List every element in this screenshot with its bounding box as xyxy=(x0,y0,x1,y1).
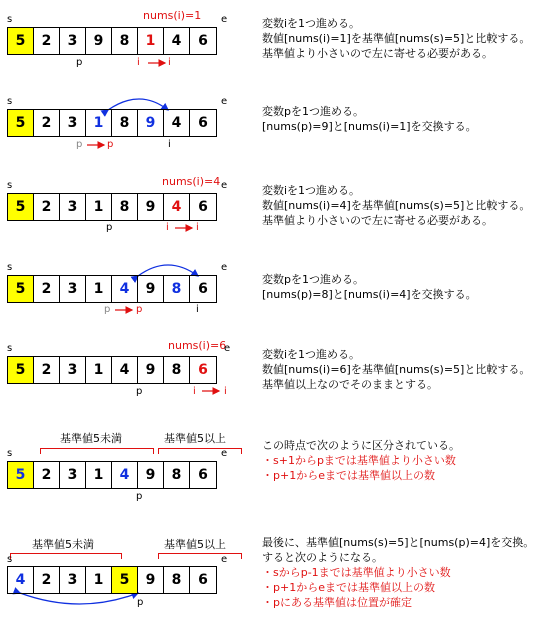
step-explanation xyxy=(262,438,460,483)
step-explanation xyxy=(262,272,477,302)
s-label: s xyxy=(7,14,13,25)
swap-arc-7 xyxy=(20,593,138,604)
i-label: i xyxy=(168,139,171,150)
array-cell: 6 xyxy=(198,362,208,378)
text-line: ・s+1からpまでは基準値より小さい数 xyxy=(262,454,456,467)
array-cell: 4 xyxy=(112,462,138,488)
p-label-new: p xyxy=(136,304,143,315)
p-label-new: p xyxy=(107,139,114,150)
nums-i-label: nums(i)=4 xyxy=(162,175,221,188)
array-cell: 1 xyxy=(86,357,112,383)
text-line: ・pにある基準値は位置が確定 xyxy=(262,596,412,609)
step-explanation xyxy=(262,16,530,61)
text-line: 数値[nums(i)=1]を基準値[nums(s)=5]と比較する。 xyxy=(262,32,531,45)
array-cell: 8 xyxy=(112,194,138,220)
e-label: e xyxy=(221,96,228,107)
array-cell: 5 xyxy=(8,462,34,488)
i-label: i xyxy=(196,304,199,315)
i-label-old: i xyxy=(137,57,140,68)
step-explanation xyxy=(262,535,534,610)
text-line: すると次のようになる。 xyxy=(262,551,383,564)
e-label: e xyxy=(221,14,228,25)
i-label-old: i xyxy=(193,386,196,397)
text-line: ・p+1からeまでは基準値以上の数 xyxy=(262,581,435,594)
array-cell: 8 xyxy=(112,28,138,54)
array-cell: 9 xyxy=(138,110,164,136)
group-label-greater: 基準値5以上 xyxy=(164,538,226,551)
s-label: s xyxy=(7,180,13,191)
array-cell: 2 xyxy=(34,28,60,54)
text-line: 変数pを1つ進める。 xyxy=(262,273,364,286)
s-label: s xyxy=(7,262,13,273)
array-row xyxy=(7,27,217,55)
bracket-greater xyxy=(158,553,242,559)
text-line: ・sからp-1までは基準値より小さい数 xyxy=(262,566,451,579)
array-cell: 3 xyxy=(60,276,86,302)
p-label-old: p xyxy=(104,304,111,315)
text-line: 変数iを1つ進める。 xyxy=(262,184,361,197)
array-cell: 8 xyxy=(112,110,138,136)
nums-i-label: nums(i)=6 xyxy=(168,339,227,352)
array-cell: 2 xyxy=(34,110,60,136)
array-cell: 2 xyxy=(34,357,60,383)
array-cell: 2 xyxy=(34,194,60,220)
array-cell: 1 xyxy=(138,28,164,54)
array-row xyxy=(7,461,217,489)
array-cell: 4 xyxy=(164,110,190,136)
s-label: s xyxy=(7,343,13,354)
group-label-greater: 基準値5以上 xyxy=(164,432,226,445)
array-row xyxy=(7,275,217,303)
array-cell: 6 xyxy=(198,115,208,131)
text-line: 数値[nums(i)=6]を基準値[nums(s)=5]と比較する。 xyxy=(262,363,531,376)
array-cell: 1 xyxy=(86,462,112,488)
array-cell: 4 xyxy=(164,194,190,220)
array-cell: 8 xyxy=(164,462,190,488)
array-cell: 5 xyxy=(8,194,34,220)
array-cell: 6 xyxy=(198,199,208,215)
e-label: e xyxy=(221,448,228,459)
text-line: 変数iを1つ進める。 xyxy=(262,348,361,361)
array-cell: 1 xyxy=(86,567,112,593)
text-line: [nums(p)=9]と[nums(i)=1]を交換する。 xyxy=(262,120,477,133)
array-cell: 4 xyxy=(112,357,138,383)
p-label: p xyxy=(106,222,113,233)
text-line: 変数pを1つ進める。 xyxy=(262,105,364,118)
e-label: e xyxy=(221,262,228,273)
group-label-less: 基準値5未満 xyxy=(32,538,94,551)
array-cell: 9 xyxy=(86,28,112,54)
array-cell: 2 xyxy=(34,462,60,488)
text-line: 基準値より小さいので左に寄せる必要がある。 xyxy=(262,214,493,227)
array-row xyxy=(7,193,217,221)
p-label: p xyxy=(137,597,144,608)
array-cell: 9 xyxy=(138,462,164,488)
array-cell: 2 xyxy=(34,567,60,593)
s-label: s xyxy=(7,96,13,107)
e-label: e xyxy=(221,180,228,191)
array-cell: 3 xyxy=(60,357,86,383)
step-explanation xyxy=(262,347,530,392)
array-cell: 5 xyxy=(8,276,34,302)
array-cell: 9 xyxy=(138,357,164,383)
text-line: 基準値より小さいので左に寄せる必要がある。 xyxy=(262,47,493,60)
array-row xyxy=(7,109,217,137)
bracket-less xyxy=(40,448,154,454)
array-cell: 4 xyxy=(112,276,138,302)
array-cell: 1 xyxy=(86,194,112,220)
group-label-less: 基準値5未満 xyxy=(60,432,122,445)
array-cell: 9 xyxy=(138,194,164,220)
bracket-greater xyxy=(158,448,242,454)
e-label: e xyxy=(224,343,231,354)
array-cell: 9 xyxy=(138,276,164,302)
array-cell: 3 xyxy=(60,567,86,593)
text-line: [nums(p)=8]と[nums(i)=4]を交換する。 xyxy=(262,288,477,301)
text-line: 最後に、基準値[nums(s)=5]と[nums(p)=4]を交換。 xyxy=(262,536,535,549)
array-cell: 6 xyxy=(198,281,208,297)
text-line: 基準値以上なのでそのままとする。 xyxy=(262,378,438,391)
array-cell: 6 xyxy=(198,33,208,49)
array-cell: 1 xyxy=(86,110,112,136)
array-cell: 3 xyxy=(60,194,86,220)
i-label-new: i xyxy=(224,386,227,397)
array-cell: 6 xyxy=(198,572,208,588)
array-cell: 2 xyxy=(34,276,60,302)
array-cell: 9 xyxy=(138,567,164,593)
text-line: 変数iを1つ進める。 xyxy=(262,17,361,30)
s-label: s xyxy=(7,554,13,565)
i-label-new: i xyxy=(196,222,199,233)
array-cell: 4 xyxy=(8,567,34,593)
array-cell: 5 xyxy=(8,357,34,383)
text-line: 数値[nums(i)=4]を基準値[nums(s)=5]と比較する。 xyxy=(262,199,531,212)
array-cell: 6 xyxy=(198,467,208,483)
bracket-less xyxy=(10,553,122,559)
array-cell: 8 xyxy=(164,567,190,593)
i-label-new: i xyxy=(168,57,171,68)
e-label: e xyxy=(221,554,228,565)
array-cell: 3 xyxy=(60,462,86,488)
nums-i-label: nums(i)=1 xyxy=(143,9,202,22)
p-label: p xyxy=(76,57,83,68)
array-cell: 3 xyxy=(60,28,86,54)
text-line: ・p+1からeまでは基準値以上の数 xyxy=(262,469,435,482)
p-label: p xyxy=(136,491,143,502)
array-cell: 4 xyxy=(164,28,190,54)
array-cell: 3 xyxy=(60,110,86,136)
step-explanation xyxy=(262,104,477,134)
array-cell: 8 xyxy=(164,357,190,383)
s-label: s xyxy=(7,448,13,459)
array-row xyxy=(7,356,217,384)
array-cell: 8 xyxy=(164,276,190,302)
array-cell: 5 xyxy=(8,28,34,54)
array-cell: 5 xyxy=(8,110,34,136)
p-label: p xyxy=(136,386,143,397)
array-cell: 5 xyxy=(112,567,138,593)
text-line: この時点で次のように区分されている。 xyxy=(262,439,460,452)
p-label-old: p xyxy=(76,139,83,150)
array-row xyxy=(7,566,217,594)
i-label-old: i xyxy=(166,222,169,233)
step-explanation xyxy=(262,183,530,228)
array-cell: 1 xyxy=(86,276,112,302)
